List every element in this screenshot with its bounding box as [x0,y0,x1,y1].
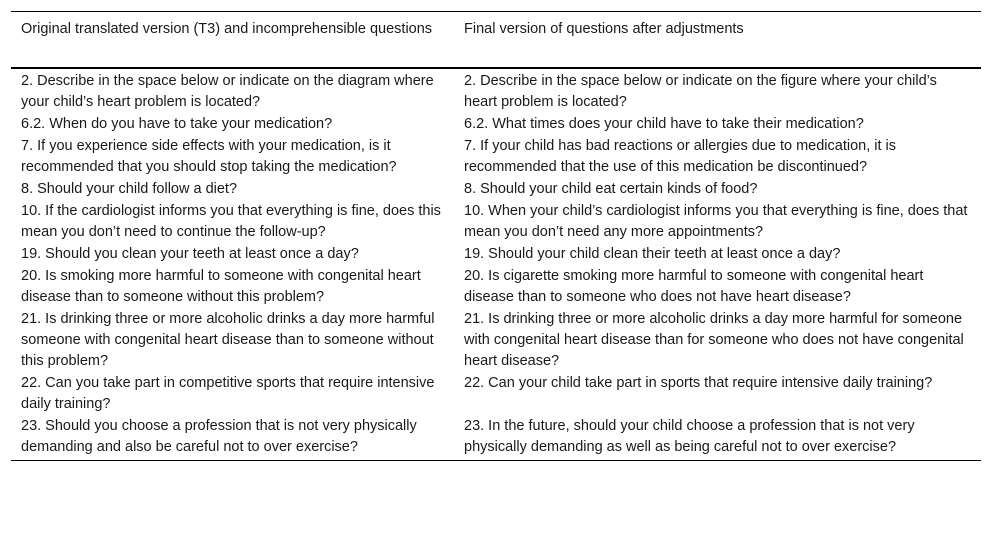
cell-final: 21. Is drinking three or more alcoholic drinks a day more harmful for someone with congenital heart disease than for someone who does not have congenital heart disease? [464,311,964,369]
cell-original: 19. Should you clean your teeth at least once a day? [21,246,359,262]
cell-final: 22. Can your child take part in sports that require intensive daily training? [464,375,933,391]
cell-original: 6.2. When do you have to take your medication? [21,116,333,132]
table-row [11,309,981,373]
cell-original: 7. If you experience side effects with your medication, is it recommended that you should stop taking the medication? [21,138,397,175]
table-row [11,201,981,244]
cell-final: 7. If your child has bad reactions or allergies due to medication, it is recommended that the use of this medication be discontinued? [464,138,897,175]
cell-original: 21. Is drinking three or more alcoholic drinks a day more harmful someone with congenital heart disease than to someone without this problem? [21,311,435,369]
cell-final: 10. When your child’s cardiologist informs you that everything is fine, does that mean you don’t need any more appointments? [464,203,968,240]
header-original-version: Original translated version (T3) and incomprehensible questions [11,12,454,69]
cell-original: 10. If the cardiologist informs you that everything is fine, does this mean you don’t need to continue the follow-up? [21,203,441,240]
cell-final: 20. Is cigarette smoking more harmful to someone with congenital heart disease than to someone who does not have heart disease? [464,268,924,305]
cell-original: 22. Can you take part in competitive sports that require intensive daily training? [21,375,435,412]
cell-final: 6.2. What times does your child have to take their medication? [464,116,864,132]
table-row [11,136,981,179]
table-row [11,373,981,416]
table-row [11,179,981,201]
table-row [11,416,981,461]
table-row [11,244,981,266]
cell-original: 23. Should you choose a profession that is not very physically demanding and also be careful not to over exercise? [11,416,454,461]
table-row [11,114,981,136]
table-body [11,68,981,461]
question-comparison-table-container [11,11,981,461]
cell-final: 2. Describe in the space below or indicate on the figure where your child’s heart problem is located? [464,73,937,110]
header-final-version: Final version of questions after adjustments [454,12,981,69]
table-row [11,68,981,114]
cell-final: 8. Should your child eat certain kinds of food? [464,181,758,197]
question-comparison-table [11,11,981,461]
table-header [11,12,981,69]
header-row [11,12,981,69]
cell-original: 8. Should your child follow a diet? [21,181,238,197]
table-row [11,266,981,309]
cell-final: 23. In the future, should your child choose a profession that is not very physically demanding as well as being careful not to over exercise? [454,416,981,461]
cell-final: 19. Should your child clean their teeth at least once a day? [464,246,841,262]
cell-original: 2. Describe in the space below or indicate on the diagram where your child’s heart problem is located? [21,73,434,110]
cell-original: 20. Is smoking more harmful to someone with congenital heart disease than to someone without this problem? [21,268,421,305]
